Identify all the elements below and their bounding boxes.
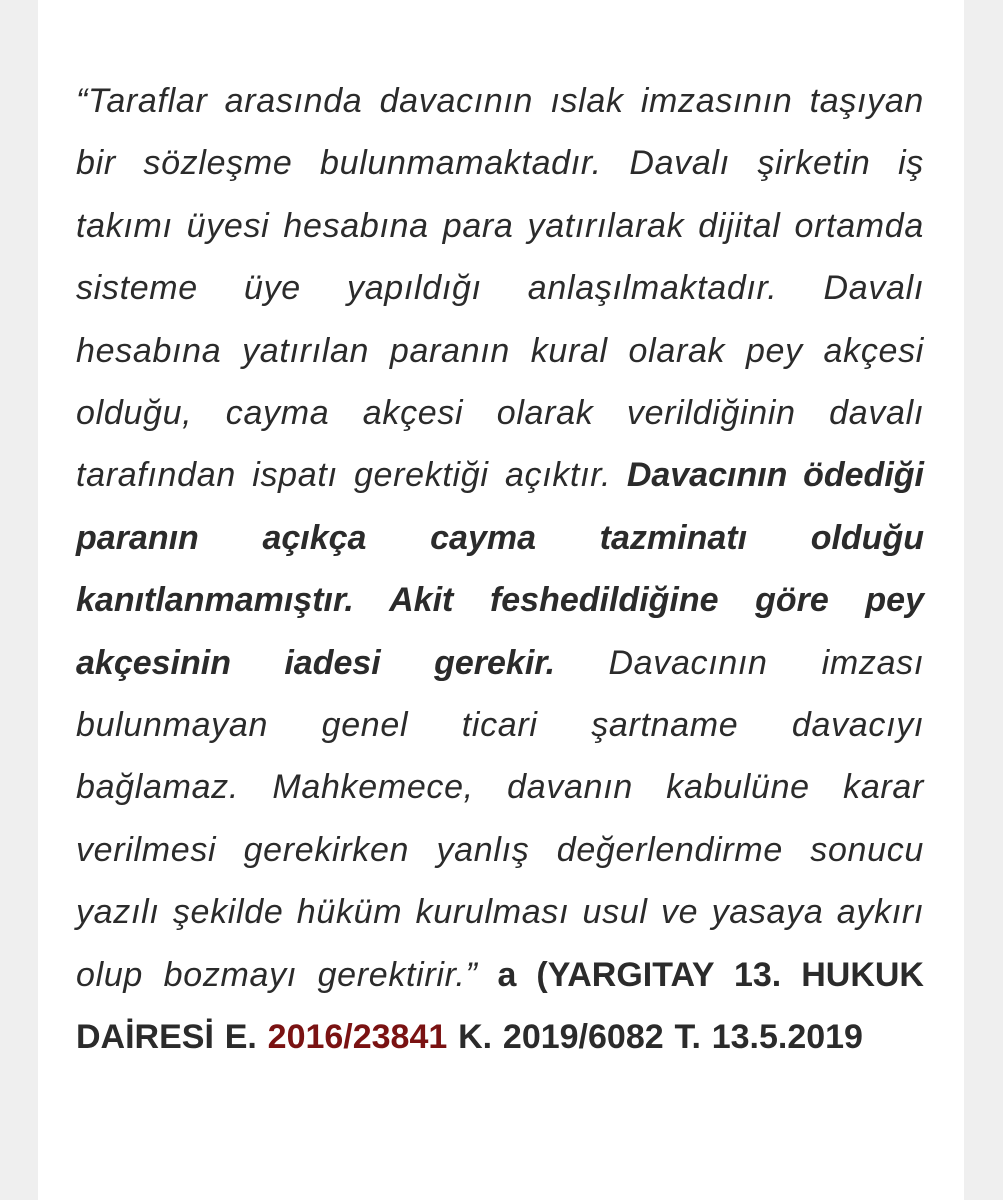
citation-suffix: K. 2019/6082 T. 13.5.2019	[458, 1018, 863, 1057]
court-decision-quote	[76, 70, 924, 1069]
page-sheet	[38, 0, 964, 1200]
quote-continuation-text: Davacının imzası bulunmayan genel ticari şartname davacıyı bağlamaz. Mahkemece, davanın kabulüne karar verilmesi gerekirken yanlış değerlendirme sonucu yazılı şekilde hüküm kurulması usul ve yasaya aykırı olup bozmayı gerektirir.”	[76, 643, 924, 994]
case-number-link[interactable]: 2016/23841	[267, 1018, 448, 1057]
quote-emphasis-text: Davacının ödediği paranın açıkça cayma tazminatı olduğu kanıtlanmamıştır. Akit feshedildiğine göre pey akçesinin iadesi gerekir.	[76, 456, 924, 682]
citation-prefix: a (YARGITAY 13. HUKUK DAİRESİ E.	[76, 955, 924, 1057]
quote-intro-text: “Taraflar arasında davacının ıslak imzasının taşıyan bir sözleşme bulunmamaktadır. Davalı şirketin iş takımı üyesi hesabına para yatırılarak dijital ortamda sisteme üye yapıldığı anlaşılmaktadır. Davalı hesabına yatırılan paranın kural olarak pey akçesi olduğu, cayma akçesi olarak verildiğinin davalı tarafından ispatı gerektiği açıktır.	[76, 82, 924, 495]
